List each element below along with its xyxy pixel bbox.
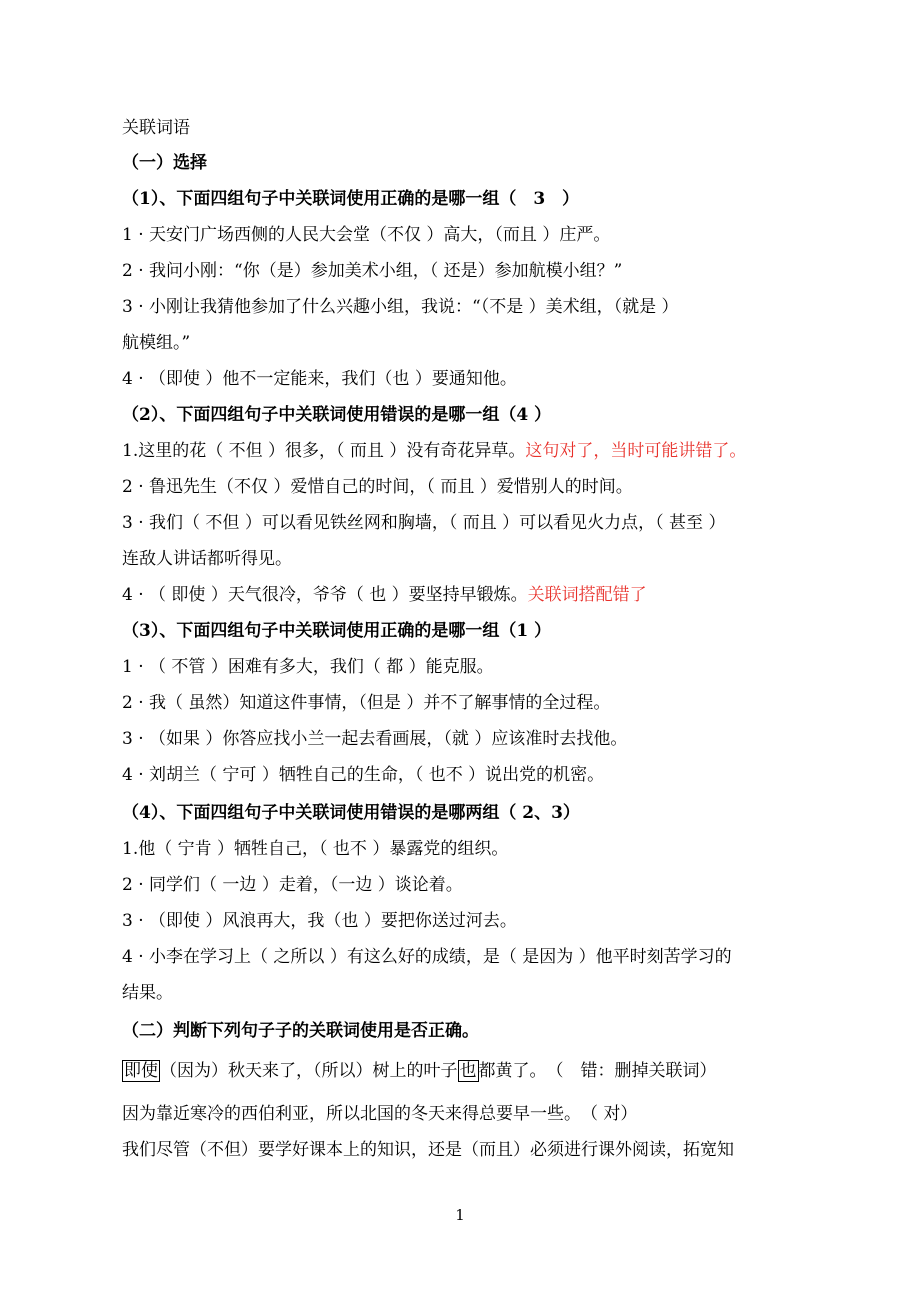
q4-heading: （4）、下面四组句子中关联词使用错误的是哪两组（ 2、3） [122,803,580,823]
q3-item: 3 · （如果 ）你答应找小兰一起去看画展，（就 ）应该准时去找他。 [122,729,628,749]
q1-item: 3 · 小刚让我猜他参加了什么兴趣小组，我说：“（不是 ）美术组，（就是 ） [122,297,679,317]
section1-heading: （一）选择 [122,153,207,173]
q4-item: 3 · （即使 ）风浪再大，我（也 ）要把你送过河去。 [122,911,517,931]
q4-item: 结果。 [122,983,173,1003]
q3-item: 4 · 刘胡兰（ 宁可 ）牺牲自己的生命，（ 也不 ）说出党的机密。 [122,765,605,785]
q2-item: 2 · 鲁迅先生（不仅 ）爱惜自己的时间，（ 而且 ）爱惜别人的时间。 [122,477,633,497]
q2-heading: （2）、下面四组句子中关联词使用错误的是哪一组（4 ） [122,405,552,425]
q2-item [122,584,647,606]
q1-item: 航模组。” [122,333,191,353]
sentence-text: （因为）秋天来了，（所以）树上的叶子 [160,1061,458,1081]
q2-item: 连敌人讲话都听得见。 [122,549,292,569]
section2-heading: （二）判断下列句子子的关联词使用是否正确。 [122,1021,479,1041]
q2-item1-text: 1.这里的花（ 不但 ）很多，（ 而且 ）没有奇花异草。 [122,441,526,461]
q4-item: 2 · 同学们（ 一边 ）走着，（一边 ）谈论着。 [122,875,463,895]
q3-heading: （3）、下面四组句子中关联词使用正确的是哪一组（1 ） [122,621,552,641]
judge-sentence [122,1060,717,1082]
boxed-word: 也 [459,1061,477,1081]
judge-sentence: 因为靠近寒冷的西伯利亚，所以北国的冬天来得总要早一些。 （ 对） [122,1104,638,1124]
q2-item [122,440,746,462]
page-number: 1 [455,1206,465,1224]
q2-item: 3 · 我们（ 不但 ）可以看见铁丝网和胸墙，（ 而且 ）可以看见火力点，（ 甚至 ） [122,513,726,533]
boxed-word: 即使 [124,1061,158,1081]
q4-item: 1.他（ 宁肯 ）牺牲自己，（ 也不 ）暴露党的组织。 [122,839,509,859]
judge-sentence: 我们尽管（不但）要学好课本上的知识，还是（而且）必须进行课外阅读，拓宽知 [122,1140,734,1160]
q3-item: 1 · （ 不管 ）困难有多大，我们（ 都 ）能克服。 [122,657,494,677]
q2-item4-text: 4 · （ 即使 ）天气很冷，爷爷（ 也 ）要坚持早锻炼。 [122,585,528,605]
q2-item4-note: 关联词搭配错了 [527,585,647,605]
q2-item1-note: 这句对了，当时可能讲错了。 [525,441,747,461]
q1-item: 2 · 我问小刚：“你（是）参加美术小组，（ 还是）参加航模小组？” [122,261,623,281]
q3-item: 2 · 我（ 虽然）知道这件事情，（但是 ）并不了解事情的全过程。 [122,693,611,713]
q4-item: 4 · 小李在学习上（ 之所以 ）有这么好的成绩，是（ 是因为 ）他平时刻苦学习的 [122,947,732,967]
q1-item: 1 · 天安门广场西侧的人民大会堂（不仅 ）高大，（而且 ）庄严。 [122,225,611,245]
sentence-text: 都黄了。 （ 错：删掉关联词） [478,1061,717,1081]
q1-heading: （1）、下面四组句子中关联词使用正确的是哪一组（ 3 ） [122,189,580,209]
doc-title: 关联词语 [122,118,190,138]
q1-item: 4 · （即使 ）他不一定能来，我们（也 ）要通知他。 [122,369,517,389]
